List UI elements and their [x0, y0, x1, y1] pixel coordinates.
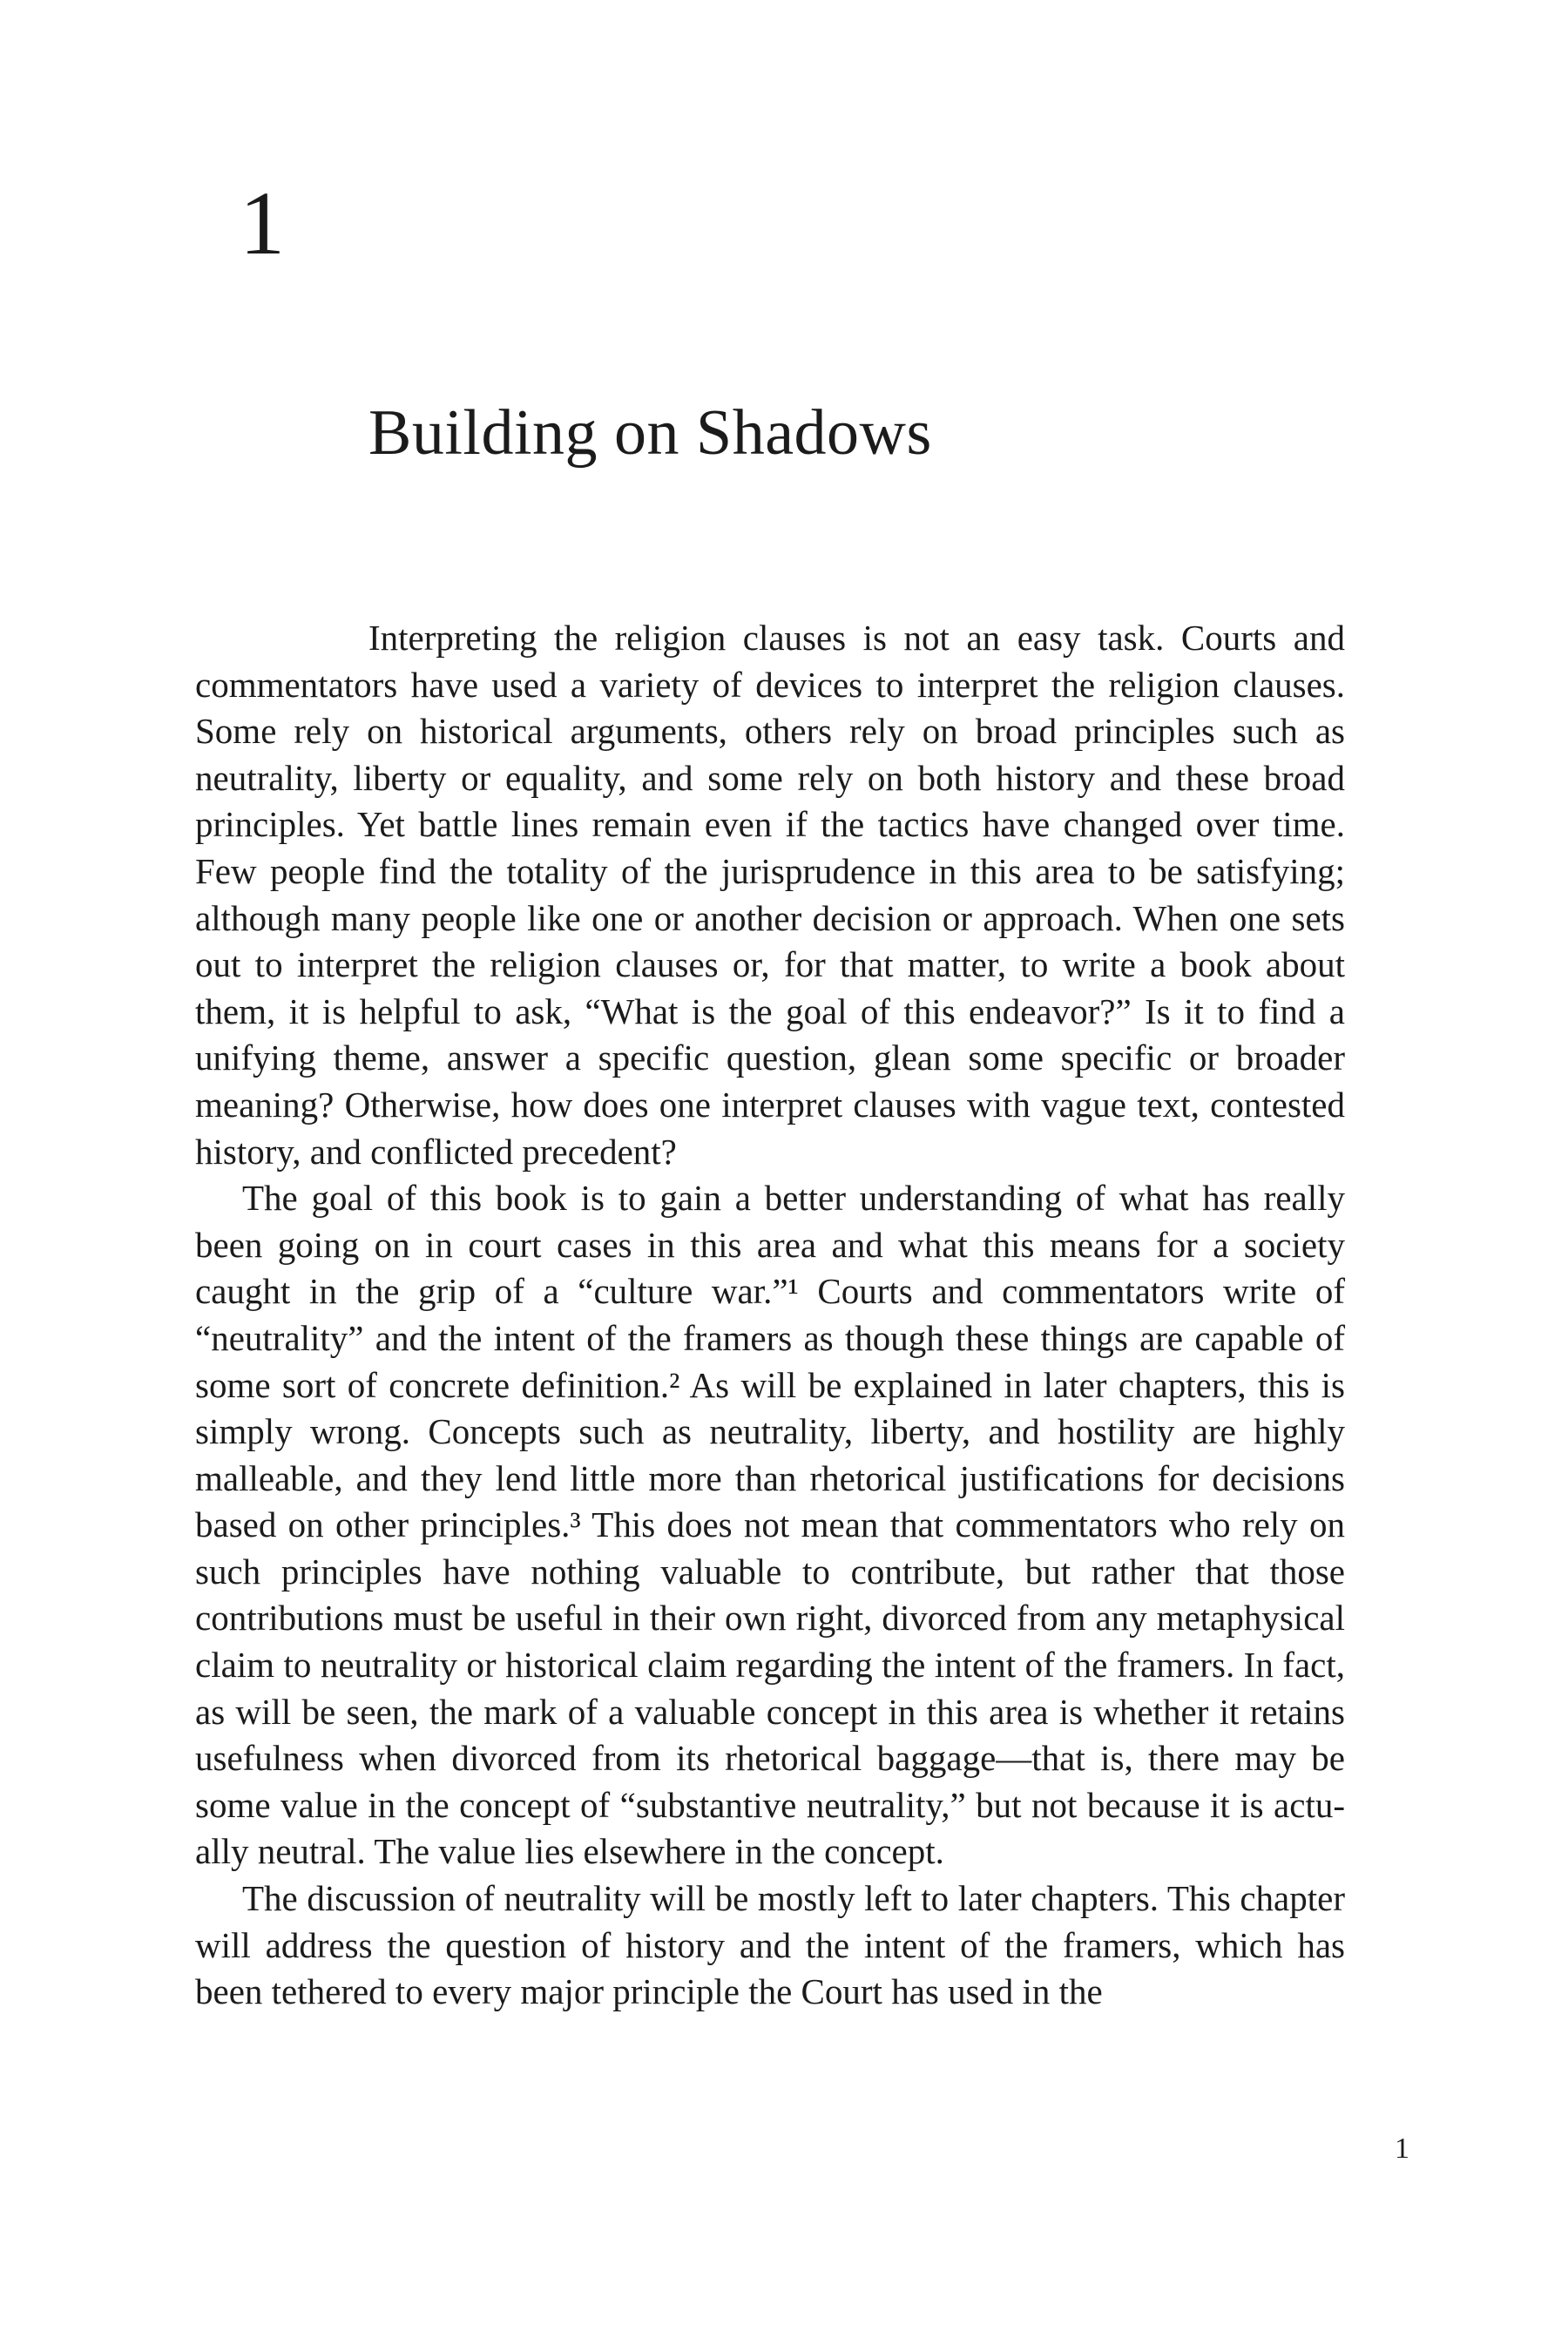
- page-number: 1: [1395, 2132, 1409, 2165]
- paragraph-1: Interpreting the religion clauses is not an easy task. Courts and commentators have used a variety of devices to interpret the religion clauses. Some rely on historical arguments, others rely on broad principles such as neutrality, liberty or equality, and some rely on both history and these broad principles. Yet battle lines remain even if the tactics have changed over time. Few people find the totality of the jurisprudence in this area to be satisfying; although many people like one or another decision or approach. When one sets out to interpret the religion clauses or, for that matter, to write a book about them, it is helpful to ask, “What is the goal of this endeavor?” Is it to find a unifying theme, answer a specific question, glean some specific or broader meaning? Otherwise, how does one interpret clauses with vague text, contested history, and conflicted precedent?: [195, 618, 1345, 1172]
- paragraph-2: The goal of this book is to gain a better understanding of what has really been going on in court cases in this area and what this means for a society caught in the grip of a “culture war.”¹ Courts and commentators write of “neutrality” and the intent of the framers as though these things are capable of some sort of concrete definition.² As will be explained in later chapters, this is simply wrong. Concepts such as neutrality, liberty, and hostility are highly malleable, and they lend little more than rhetorical justifications for decisions based on other principles.³ This does not mean that commentators who rely on such principles have nothing valuable to contribute, but rather that those contributions must be useful in their own right, divorced from any metaphysical claim to neutrality or historical claim regarding the intent of the framers. In fact, as will be seen, the mark of a valuable concept in this area is whether it retains usefulness when divorced from its rhetorical baggage—that is, there may be some value in the concept of “substantive neutrality,” but not because it is actually neutral. The value lies elsewhere in the concept.: [195, 1178, 1345, 1872]
- chapter-title: Building on Shadows: [368, 396, 932, 469]
- chapter-number: 1: [240, 173, 285, 274]
- body-text: [195, 615, 1345, 2016]
- paragraph-3: The discussion of neutrality will be mostly left to later chapters. This chapter will address the question of history and the intent of the framers, which has been tethered to every major principle the Court has used in the: [195, 1878, 1345, 2012]
